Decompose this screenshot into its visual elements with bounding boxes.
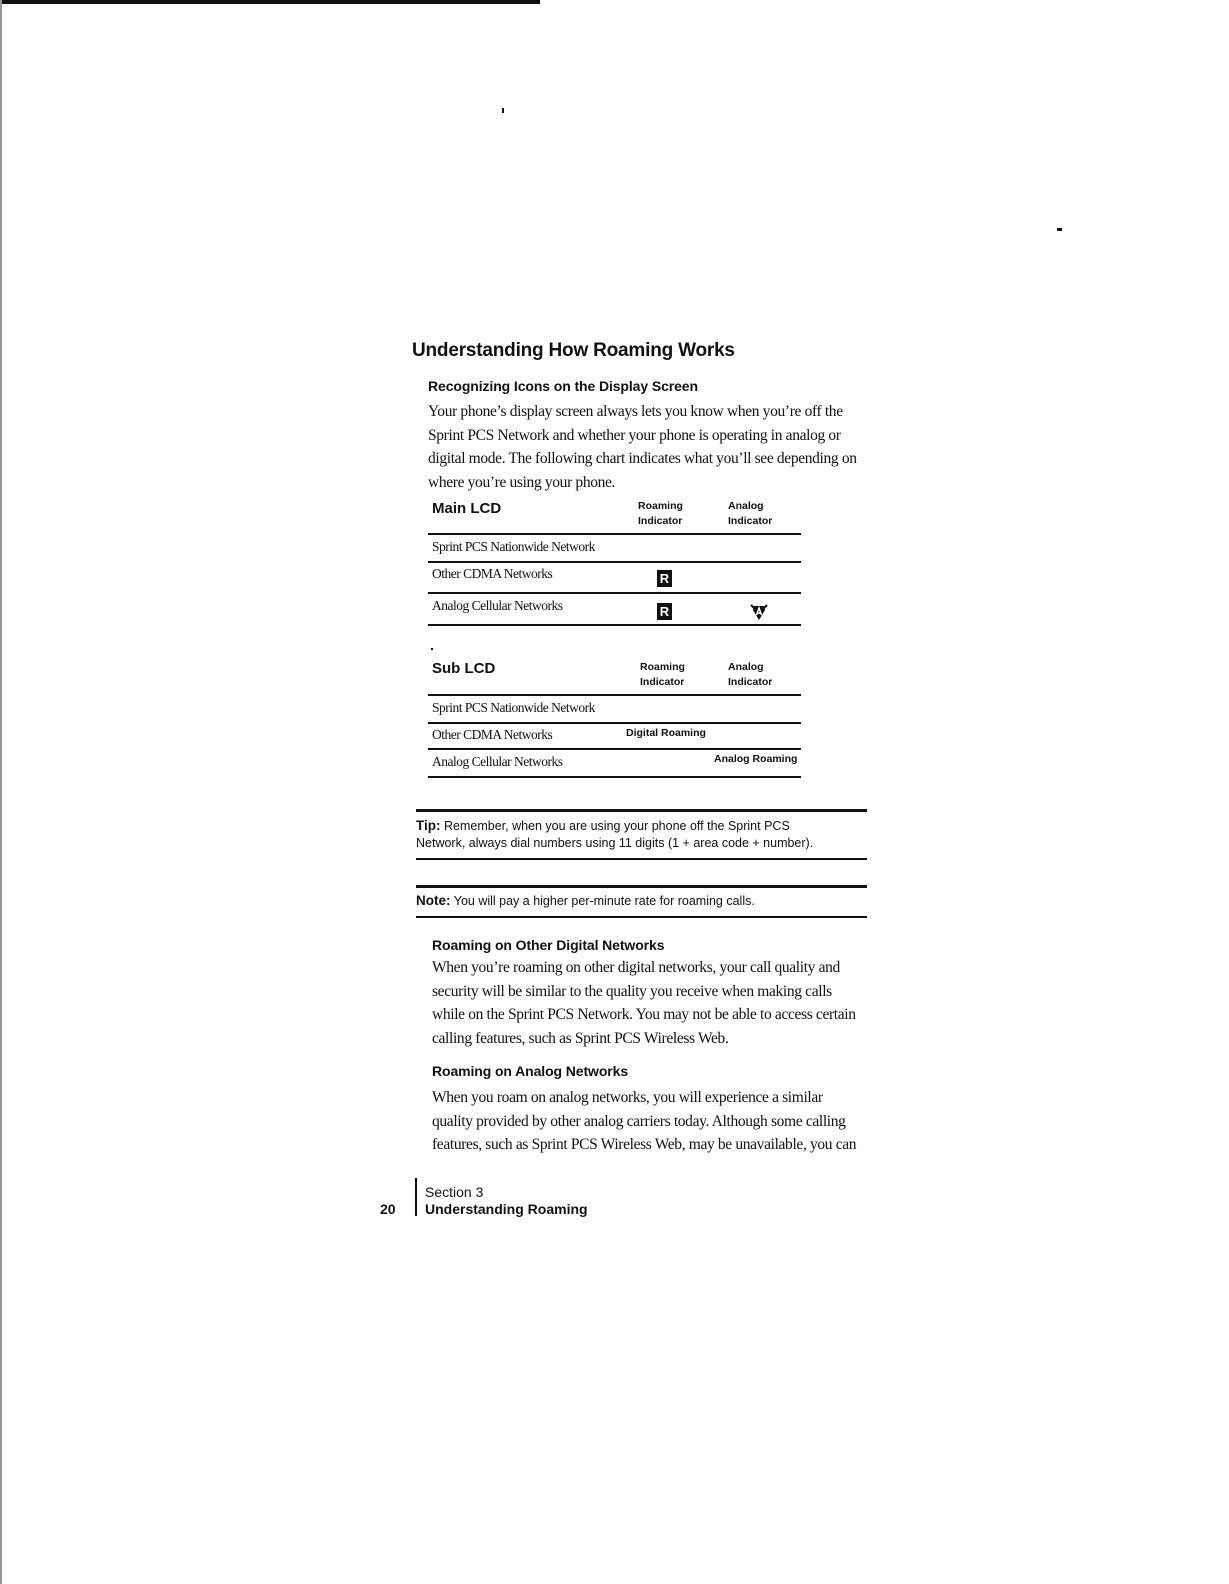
sub-lcd-col-roaming-header: [640, 660, 685, 690]
paragraph-line: quality provided by other analog carriers today. Although some calling: [432, 1112, 846, 1130]
tip-callout: [416, 817, 813, 852]
main-lcd-col-roaming-header: [638, 499, 683, 529]
main-lcd-title: Main LCD: [432, 500, 502, 517]
col-header-line: Analog: [728, 661, 764, 673]
intro-paragraph: [428, 400, 857, 494]
sub-lcd-row-label: Other CDMA Networks: [432, 727, 553, 742]
paragraph-line: while on the Sprint PCS Network. You may not be able to access certain: [432, 1006, 856, 1023]
col-header-line: Indicator: [640, 676, 685, 688]
col-header-line: Analog: [728, 500, 764, 512]
scan-speck: [431, 648, 433, 650]
footer-title: Understanding Roaming: [425, 1201, 588, 1217]
note-bottom-rule: [416, 916, 867, 918]
tip-label: Tip:: [416, 818, 441, 833]
footer-section: Section 3: [425, 1184, 484, 1200]
main-lcd-row-label: Analog Cellular Networks: [432, 598, 563, 613]
analog-roaming-text: Analog Roaming: [714, 753, 798, 765]
page-number: 20: [380, 1201, 396, 1217]
paragraph-line: where you’re using your phone.: [428, 473, 616, 491]
table-rule: [428, 776, 801, 778]
sub-lcd-col-analog-header: [728, 660, 772, 690]
tip-bottom-rule: [416, 858, 867, 860]
analog-a-icon: [750, 603, 768, 621]
table-rule: [428, 592, 801, 594]
main-lcd-row-label: Sprint PCS Nationwide Network: [432, 539, 595, 554]
table-rule: [428, 561, 801, 563]
col-header-line: Indicator: [728, 515, 773, 527]
scan-speck: [1057, 228, 1062, 231]
table-rule: [428, 722, 801, 724]
paragraph-line: features, such as Sprint PCS Wireless Web, may be unavailable, you can: [432, 1136, 857, 1153]
section-title-digital-roaming: Roaming on Other Digital Networks: [432, 937, 665, 953]
section-title-recognizing-icons: Recognizing Icons on the Display Screen: [428, 378, 698, 394]
digital-roaming-paragraph: [432, 956, 856, 1050]
roaming-r-icon: R: [657, 603, 672, 620]
col-header-line: Indicator: [638, 515, 683, 527]
scan-speck: [502, 108, 504, 113]
paragraph-line: Sprint PCS Network and whether your phone is operating in analog or: [428, 426, 841, 444]
roaming-r-icon: R: [657, 570, 672, 587]
col-header-line: Roaming: [640, 661, 685, 673]
table-rule: [428, 748, 801, 750]
paragraph-line: Your phone’s display screen always lets you know when you’re off the: [428, 403, 843, 420]
table-rule: [428, 624, 801, 626]
sub-lcd-row-label: Sprint PCS Nationwide Network: [432, 700, 595, 715]
note-top-rule: [416, 885, 867, 888]
note-label: Note:: [416, 893, 451, 908]
digital-roaming-text: Digital Roaming: [626, 727, 706, 739]
paragraph-line: calling features, such as Sprint PCS Wireless Web.: [432, 1029, 729, 1047]
section-title-analog-roaming: Roaming on Analog Networks: [432, 1063, 629, 1079]
main-lcd-row-label: Other CDMA Networks: [432, 566, 553, 581]
main-lcd-col-analog-header: [728, 499, 772, 529]
paragraph-line: security will be similar to the quality you receive when making calls: [432, 982, 832, 1000]
paragraph-line: digital mode. The following chart indicates what you’ll see depending on: [428, 450, 857, 467]
sub-lcd-title: Sub LCD: [432, 660, 496, 677]
analog-roaming-paragraph: [432, 1086, 856, 1157]
scan-edge-bar: [0, 0, 540, 4]
sub-lcd-row-label: Analog Cellular Networks: [432, 754, 563, 769]
page-heading: Understanding How Roaming Works: [412, 340, 735, 361]
tip-text: Remember, when you are using your phone off the Sprint PCS: [443, 819, 790, 833]
scan-left-edge: [0, 0, 2, 1584]
paragraph-line: When you’re roaming on other digital networks, your call quality and: [432, 959, 840, 976]
col-header-line: Indicator: [728, 676, 773, 688]
tip-line: [416, 817, 813, 835]
paragraph-line: When you roam on analog networks, you will experience a similar: [432, 1089, 823, 1106]
table-rule: [428, 533, 801, 535]
footer-divider: [415, 1178, 417, 1216]
note-callout: [416, 892, 755, 910]
col-header-line: Roaming: [638, 500, 683, 512]
note-text: You will pay a higher per-minute rate for roaming calls.: [453, 894, 755, 908]
tip-text: Network, always dial numbers using 11 digits (1 + area code + number).: [416, 836, 814, 850]
tip-top-rule: [416, 809, 867, 812]
table-rule: [428, 694, 801, 696]
